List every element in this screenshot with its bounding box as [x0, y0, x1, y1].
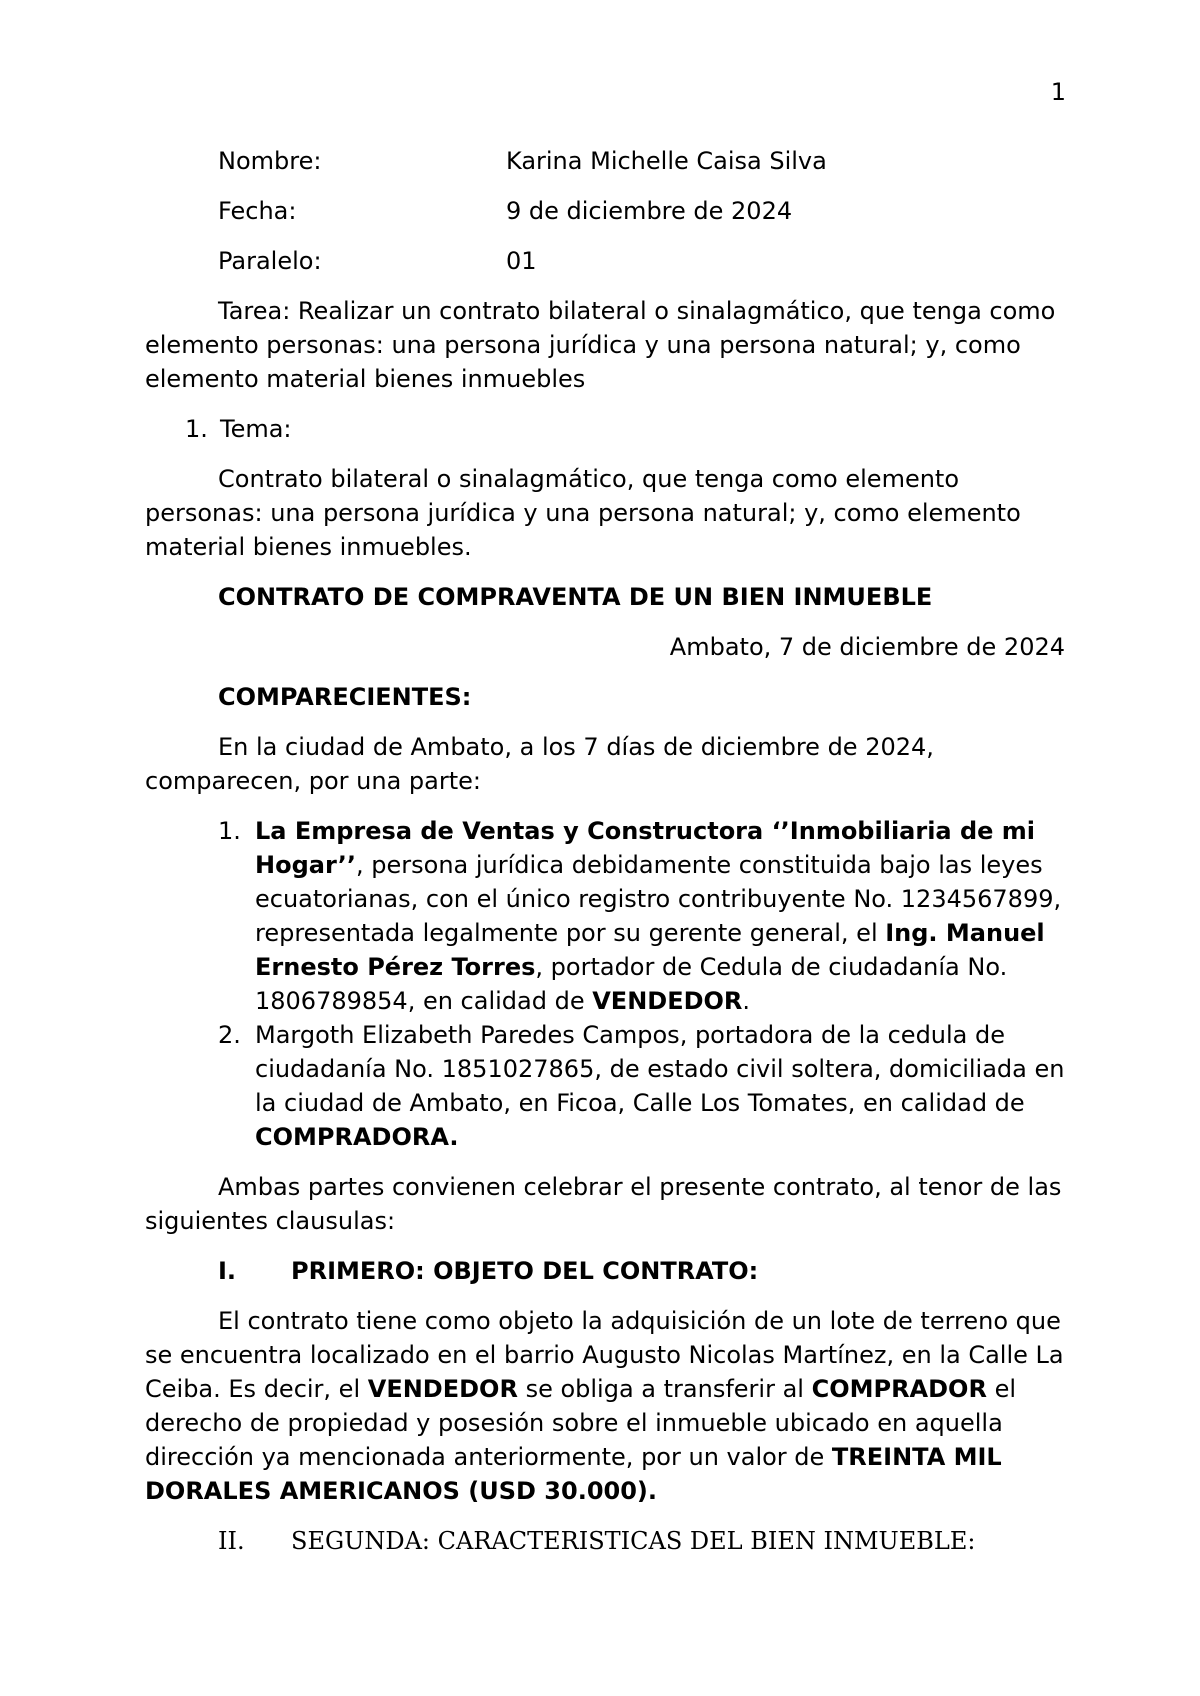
clause-1-paragraph	[145, 1304, 1065, 1508]
clause-1-text-cont: se obliga a transferir al	[517, 1375, 812, 1403]
vendedor-role: VENDEDOR	[592, 987, 743, 1015]
nombre-row	[145, 144, 1065, 178]
clause-1-comprador: COMPRADOR	[811, 1375, 987, 1403]
clause-2-numeral: II.	[218, 1527, 245, 1555]
nombre-label: Nombre:	[218, 147, 322, 175]
contract-title: CONTRATO DE COMPRAVENTA DE UN BIEN INMUEBLE	[218, 583, 933, 611]
compradora-role: COMPRADORA.	[255, 1123, 459, 1151]
party-item-compradora	[145, 1018, 1065, 1154]
tema-label: Tema:	[220, 415, 292, 443]
clause-2-title: SEGUNDA: CARACTERISTICAS DEL BIEN INMUEBLE:	[291, 1527, 976, 1555]
paralelo-row	[145, 244, 1065, 278]
page-number: 1	[1050, 78, 1066, 106]
parties-list	[145, 814, 1065, 1154]
ambas-partes-paragraph: Ambas partes convienen celebrar el presente contrato, al tenor de las siguientes clausulas:	[145, 1173, 1062, 1235]
clause-1-vendedor: VENDEDOR	[367, 1375, 518, 1403]
fecha-value: 9 de diciembre de 2024	[506, 197, 793, 225]
party-period: .	[742, 987, 751, 1015]
party-number: 2.	[218, 1021, 241, 1049]
representative-name: Ing. Manuel Ernesto Pérez Torres	[255, 919, 1045, 981]
place-date: Ambato, 7 de diciembre de 2024	[669, 633, 1065, 661]
clause-1-text: El contrato tiene como objeto la adquisición de un lote de terreno que se encuentra localizado en el barrio Augusto Nicolas Martínez, en la Calle La Ceiba. Es decir, el	[145, 1307, 1064, 1403]
tema-number: 1.	[185, 415, 208, 443]
tema-list	[145, 412, 1065, 446]
clause-1-text-end: el derecho de propiedad y posesión sobre el inmueble ubicado en aquella dirección ya mencionada anteriormente, por un valor de	[145, 1375, 1016, 1471]
paralelo-value: 01	[506, 247, 537, 275]
party-item-vendedor	[145, 814, 1065, 1018]
tarea-paragraph: Tarea: Realizar un contrato bilateral o sinalagmático, que tenga como elemento personas: una persona jurídica y una persona natural; y, como elemento material bienes inmuebles	[145, 297, 1056, 393]
clause-1-numeral: I.	[218, 1257, 237, 1285]
party-text	[255, 814, 1065, 1018]
clause-2-heading	[145, 1524, 1065, 1558]
fecha-label: Fecha:	[218, 197, 297, 225]
company-name: La Empresa de Ventas y Constructora ‘’Inmobiliaria de mi Hogar’’	[255, 817, 1036, 879]
tema-item	[145, 412, 1065, 446]
party-text	[255, 1018, 1065, 1154]
comparecientes-intro: En la ciudad de Ambato, a los 7 días de diciembre de 2024, comparecen, por una parte:	[145, 733, 934, 795]
nombre-value: Karina Michelle Caisa Silva	[506, 147, 827, 175]
tema-paragraph: Contrato bilateral o sinalagmático, que tenga como elemento personas: una persona jurídica y una persona natural; y, como elemento material bienes inmuebles.	[145, 465, 1021, 561]
fecha-row	[145, 194, 1065, 228]
clause-1-heading	[145, 1254, 1065, 1288]
clause-1-valor: TREINTA MIL DORALES AMERICANOS (USD 30.000).	[145, 1443, 1002, 1505]
party-description: Margoth Elizabeth Paredes Campos, portadora de la cedula de ciudadanía No. 1851027865, de estado civil soltera, domiciliada en la ciudad de Ambato, en Ficoa, Calle Los Tomates, en calidad de	[255, 1021, 1065, 1117]
clause-1-title: PRIMERO: OBJETO DEL CONTRATO:	[291, 1257, 759, 1285]
document-body	[145, 144, 1065, 1574]
paralelo-label: Paralelo:	[218, 247, 322, 275]
party-description-cont: , portador de Cedula de ciudadanía No. 1806789854, en calidad de	[255, 953, 1008, 1015]
party-number: 1.	[218, 817, 241, 845]
comparecientes-heading: COMPARECIENTES:	[218, 683, 472, 711]
party-description: , persona jurídica debidamente constituida bajo las leyes ecuatorianas, con el único registro contribuyente No. 1234567899, representada legalmente por su gerente general, el	[255, 851, 1062, 947]
